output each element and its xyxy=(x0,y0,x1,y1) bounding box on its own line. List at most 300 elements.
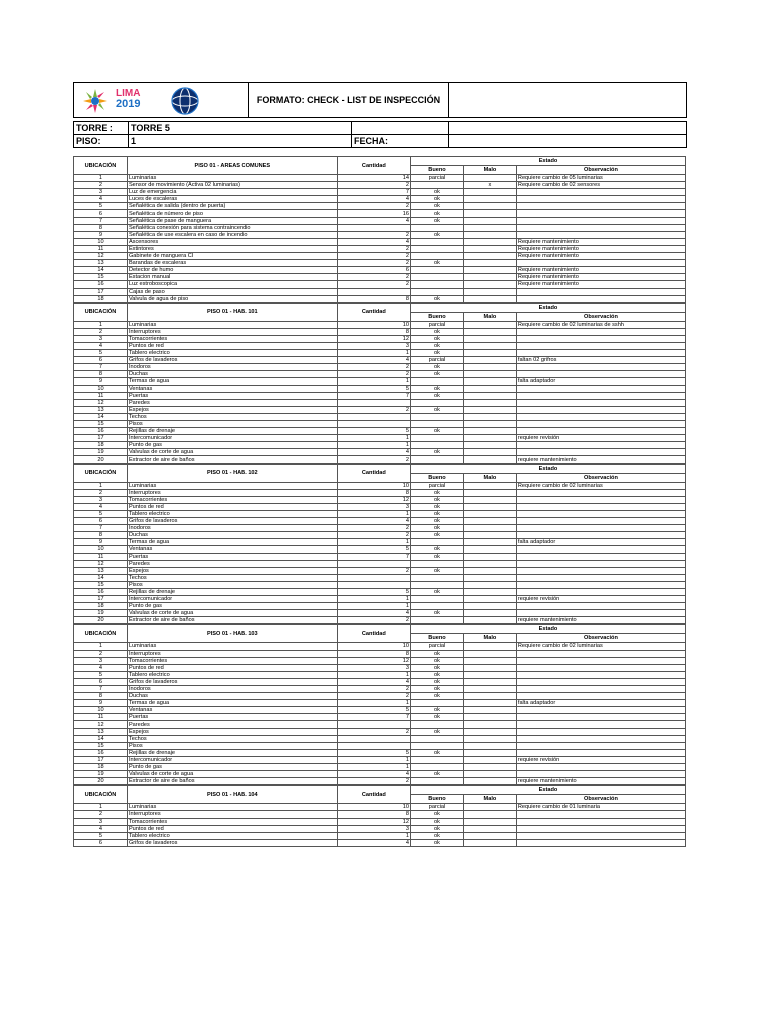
row-quantity[interactable]: 1 xyxy=(337,764,410,771)
row-bueno[interactable]: ok xyxy=(411,342,464,349)
row-bueno[interactable]: ok xyxy=(411,818,464,825)
row-quantity[interactable]: 2 xyxy=(337,525,410,532)
row-bueno[interactable]: ok xyxy=(411,350,464,357)
row-quantity[interactable]: 10 xyxy=(337,482,410,489)
row-observacion[interactable] xyxy=(516,406,685,413)
row-observacion[interactable] xyxy=(516,224,685,231)
row-quantity[interactable]: 5 xyxy=(337,546,410,553)
fecha-value[interactable] xyxy=(449,135,687,148)
row-malo[interactable] xyxy=(463,525,516,532)
row-quantity[interactable]: 1 xyxy=(337,435,410,442)
row-bueno[interactable]: ok xyxy=(411,364,464,371)
row-observacion[interactable] xyxy=(516,650,685,657)
row-quantity[interactable] xyxy=(337,742,410,749)
row-bueno[interactable]: ok xyxy=(411,428,464,435)
row-bueno[interactable]: parcial xyxy=(411,175,464,182)
row-malo[interactable] xyxy=(463,749,516,756)
row-bueno[interactable] xyxy=(411,735,464,742)
row-observacion[interactable] xyxy=(516,421,685,428)
row-observacion[interactable] xyxy=(516,664,685,671)
row-bueno[interactable] xyxy=(411,238,464,245)
row-quantity[interactable]: 1 xyxy=(337,442,410,449)
row-observacion[interactable] xyxy=(516,385,685,392)
row-observacion[interactable] xyxy=(516,825,685,832)
row-bueno[interactable]: ok xyxy=(411,210,464,217)
row-malo[interactable] xyxy=(463,342,516,349)
row-malo[interactable] xyxy=(463,700,516,707)
row-quantity[interactable]: 8 xyxy=(337,489,410,496)
row-observacion[interactable] xyxy=(516,210,685,217)
row-observacion[interactable]: falta adaptador xyxy=(516,700,685,707)
row-bueno[interactable] xyxy=(411,421,464,428)
row-bueno[interactable]: ok xyxy=(411,406,464,413)
row-quantity[interactable]: 1 xyxy=(337,832,410,839)
row-observacion[interactable]: requiere mantenimiento xyxy=(516,778,685,785)
piso-value[interactable]: 1 xyxy=(129,135,352,148)
row-malo[interactable] xyxy=(463,328,516,335)
row-malo[interactable] xyxy=(463,224,516,231)
row-observacion[interactable] xyxy=(516,371,685,378)
row-malo[interactable]: x xyxy=(463,182,516,189)
row-quantity[interactable]: 2 xyxy=(337,567,410,574)
row-quantity[interactable] xyxy=(337,721,410,728)
row-observacion[interactable] xyxy=(516,231,685,238)
row-malo[interactable] xyxy=(463,295,516,302)
row-bueno[interactable] xyxy=(411,581,464,588)
row-bueno[interactable] xyxy=(411,288,464,295)
row-quantity[interactable]: 4 xyxy=(337,196,410,203)
row-malo[interactable] xyxy=(463,238,516,245)
row-malo[interactable] xyxy=(463,321,516,328)
row-malo[interactable] xyxy=(463,406,516,413)
row-malo[interactable] xyxy=(463,664,516,671)
row-observacion[interactable] xyxy=(516,771,685,778)
row-malo[interactable] xyxy=(463,657,516,664)
row-malo[interactable] xyxy=(463,392,516,399)
row-observacion[interactable] xyxy=(516,489,685,496)
row-observacion[interactable]: requiere revisión xyxy=(516,596,685,603)
row-quantity[interactable]: 5 xyxy=(337,749,410,756)
row-bueno[interactable] xyxy=(411,224,464,231)
row-bueno[interactable] xyxy=(411,539,464,546)
row-malo[interactable] xyxy=(463,357,516,364)
row-bueno[interactable] xyxy=(411,435,464,442)
row-bueno[interactable] xyxy=(411,721,464,728)
row-bueno[interactable]: ok xyxy=(411,449,464,456)
row-malo[interactable] xyxy=(463,231,516,238)
row-malo[interactable] xyxy=(463,385,516,392)
row-quantity[interactable]: 8 xyxy=(337,811,410,818)
row-observacion[interactable] xyxy=(516,574,685,581)
row-quantity[interactable]: 2 xyxy=(337,532,410,539)
row-malo[interactable] xyxy=(463,210,516,217)
row-malo[interactable] xyxy=(463,567,516,574)
row-observacion[interactable] xyxy=(516,764,685,771)
row-quantity[interactable]: 4 xyxy=(337,357,410,364)
row-observacion[interactable] xyxy=(516,203,685,210)
row-quantity[interactable]: 2 xyxy=(337,260,410,267)
row-bueno[interactable]: ok xyxy=(411,189,464,196)
row-observacion[interactable] xyxy=(516,721,685,728)
row-bueno[interactable]: ok xyxy=(411,825,464,832)
row-bueno[interactable] xyxy=(411,756,464,763)
row-bueno[interactable]: ok xyxy=(411,678,464,685)
row-quantity[interactable]: 1 xyxy=(337,756,410,763)
row-observacion[interactable]: Requiere cambio de 02 luminarias xyxy=(516,643,685,650)
row-observacion[interactable] xyxy=(516,196,685,203)
row-malo[interactable] xyxy=(463,581,516,588)
row-malo[interactable] xyxy=(463,335,516,342)
row-malo[interactable] xyxy=(463,449,516,456)
row-observacion[interactable] xyxy=(516,525,685,532)
row-quantity[interactable]: 3 xyxy=(337,664,410,671)
row-bueno[interactable] xyxy=(411,182,464,189)
row-malo[interactable] xyxy=(463,539,516,546)
row-malo[interactable] xyxy=(463,189,516,196)
row-malo[interactable] xyxy=(463,588,516,595)
row-malo[interactable] xyxy=(463,371,516,378)
row-bueno[interactable]: ok xyxy=(411,686,464,693)
row-quantity[interactable]: 8 xyxy=(337,295,410,302)
row-quantity[interactable]: 2 xyxy=(337,693,410,700)
row-bueno[interactable]: ok xyxy=(411,371,464,378)
row-quantity[interactable] xyxy=(337,574,410,581)
row-malo[interactable] xyxy=(463,714,516,721)
row-quantity[interactable] xyxy=(337,560,410,567)
row-observacion[interactable]: faltan 02 grifros xyxy=(516,357,685,364)
row-quantity[interactable]: 5 xyxy=(337,707,410,714)
row-bueno[interactable]: ok xyxy=(411,650,464,657)
row-bueno[interactable] xyxy=(411,574,464,581)
row-quantity[interactable]: 1 xyxy=(337,596,410,603)
row-observacion[interactable]: requiere revisión xyxy=(516,756,685,763)
row-observacion[interactable] xyxy=(516,442,685,449)
row-observacion[interactable] xyxy=(516,728,685,735)
row-observacion[interactable] xyxy=(516,742,685,749)
row-malo[interactable] xyxy=(463,603,516,610)
row-malo[interactable] xyxy=(463,428,516,435)
row-bueno[interactable]: ok xyxy=(411,839,464,846)
row-observacion[interactable] xyxy=(516,693,685,700)
row-malo[interactable] xyxy=(463,245,516,252)
row-bueno[interactable]: ok xyxy=(411,217,464,224)
row-malo[interactable] xyxy=(463,804,516,811)
row-quantity[interactable]: 7 xyxy=(337,714,410,721)
row-malo[interactable] xyxy=(463,421,516,428)
row-malo[interactable] xyxy=(463,832,516,839)
row-observacion[interactable]: Requiere mantenimiento xyxy=(516,238,685,245)
row-observacion[interactable] xyxy=(516,610,685,617)
row-observacion[interactable] xyxy=(516,532,685,539)
row-observacion[interactable] xyxy=(516,714,685,721)
row-bueno[interactable]: ok xyxy=(411,811,464,818)
row-quantity[interactable]: 7 xyxy=(337,553,410,560)
row-observacion[interactable] xyxy=(516,671,685,678)
row-observacion[interactable] xyxy=(516,399,685,406)
row-observacion[interactable]: Requiere cambio de 02 sensores xyxy=(516,182,685,189)
row-observacion[interactable]: requiere mantenimiento xyxy=(516,456,685,463)
row-quantity[interactable]: 2 xyxy=(337,686,410,693)
row-bueno[interactable]: parcial xyxy=(411,643,464,650)
row-bueno[interactable]: ok xyxy=(411,518,464,525)
row-quantity[interactable]: 2 xyxy=(337,253,410,260)
row-bueno[interactable]: ok xyxy=(411,335,464,342)
row-quantity[interactable]: 4 xyxy=(337,449,410,456)
row-bueno[interactable]: parcial xyxy=(411,357,464,364)
row-bueno[interactable] xyxy=(411,399,464,406)
row-malo[interactable] xyxy=(463,721,516,728)
row-bueno[interactable]: ok xyxy=(411,525,464,532)
row-malo[interactable] xyxy=(463,778,516,785)
row-bueno[interactable]: ok xyxy=(411,231,464,238)
row-quantity[interactable]: 7 xyxy=(337,189,410,196)
row-observacion[interactable] xyxy=(516,364,685,371)
row-observacion[interactable] xyxy=(516,518,685,525)
row-malo[interactable] xyxy=(463,671,516,678)
row-quantity[interactable]: 6 xyxy=(337,267,410,274)
row-quantity[interactable]: 12 xyxy=(337,818,410,825)
row-observacion[interactable] xyxy=(516,811,685,818)
row-malo[interactable] xyxy=(463,707,516,714)
row-quantity[interactable]: 3 xyxy=(337,825,410,832)
row-bueno[interactable] xyxy=(411,603,464,610)
row-bueno[interactable] xyxy=(411,617,464,624)
row-malo[interactable] xyxy=(463,203,516,210)
row-observacion[interactable] xyxy=(516,413,685,420)
row-malo[interactable] xyxy=(463,728,516,735)
row-malo[interactable] xyxy=(463,735,516,742)
row-malo[interactable] xyxy=(463,610,516,617)
row-malo[interactable] xyxy=(463,596,516,603)
row-quantity[interactable] xyxy=(337,224,410,231)
row-quantity[interactable]: 4 xyxy=(337,771,410,778)
row-quantity[interactable]: 2 xyxy=(337,281,410,288)
row-quantity[interactable]: 10 xyxy=(337,804,410,811)
row-quantity[interactable]: 2 xyxy=(337,182,410,189)
row-bueno[interactable]: ok xyxy=(411,553,464,560)
row-quantity[interactable]: 5 xyxy=(337,588,410,595)
row-bueno[interactable]: ok xyxy=(411,771,464,778)
row-observacion[interactable] xyxy=(516,749,685,756)
row-observacion[interactable] xyxy=(516,546,685,553)
row-malo[interactable] xyxy=(463,496,516,503)
row-observacion[interactable]: falta adaptador xyxy=(516,539,685,546)
row-bueno[interactable]: ok xyxy=(411,532,464,539)
row-observacion[interactable] xyxy=(516,832,685,839)
row-bueno[interactable]: ok xyxy=(411,588,464,595)
row-observacion[interactable]: falta adaptador xyxy=(516,378,685,385)
row-malo[interactable] xyxy=(463,650,516,657)
row-quantity[interactable]: 10 xyxy=(337,643,410,650)
row-bueno[interactable] xyxy=(411,274,464,281)
row-quantity[interactable]: 4 xyxy=(337,217,410,224)
row-quantity[interactable]: 2 xyxy=(337,245,410,252)
row-malo[interactable] xyxy=(463,574,516,581)
row-quantity[interactable]: 1 xyxy=(337,700,410,707)
row-observacion[interactable] xyxy=(516,581,685,588)
row-bueno[interactable]: ok xyxy=(411,295,464,302)
row-observacion[interactable] xyxy=(516,328,685,335)
row-malo[interactable] xyxy=(463,503,516,510)
row-observacion[interactable] xyxy=(516,217,685,224)
row-quantity[interactable] xyxy=(337,399,410,406)
row-bueno[interactable] xyxy=(411,267,464,274)
row-malo[interactable] xyxy=(463,764,516,771)
row-bueno[interactable] xyxy=(411,378,464,385)
row-malo[interactable] xyxy=(463,489,516,496)
row-observacion[interactable] xyxy=(516,567,685,574)
row-quantity[interactable]: 3 xyxy=(337,503,410,510)
row-bueno[interactable]: ok xyxy=(411,832,464,839)
row-malo[interactable] xyxy=(463,771,516,778)
row-bueno[interactable]: ok xyxy=(411,328,464,335)
row-bueno[interactable]: ok xyxy=(411,664,464,671)
row-observacion[interactable] xyxy=(516,553,685,560)
row-malo[interactable] xyxy=(463,217,516,224)
row-quantity[interactable]: 1 xyxy=(337,378,410,385)
row-malo[interactable] xyxy=(463,442,516,449)
row-malo[interactable] xyxy=(463,196,516,203)
row-bueno[interactable] xyxy=(411,778,464,785)
row-observacion[interactable] xyxy=(516,342,685,349)
row-observacion[interactable]: requiere revisión xyxy=(516,435,685,442)
row-bueno[interactable]: ok xyxy=(411,203,464,210)
row-malo[interactable] xyxy=(463,617,516,624)
row-observacion[interactable]: Requiere mantenimiento xyxy=(516,274,685,281)
row-bueno[interactable] xyxy=(411,764,464,771)
row-malo[interactable] xyxy=(463,839,516,846)
row-quantity[interactable]: 16 xyxy=(337,210,410,217)
row-observacion[interactable]: Requiere cambio de 05 luminarias xyxy=(516,175,685,182)
row-observacion[interactable] xyxy=(516,603,685,610)
row-quantity[interactable]: 1 xyxy=(337,350,410,357)
row-bueno[interactable]: parcial xyxy=(411,804,464,811)
row-malo[interactable] xyxy=(463,643,516,650)
row-quantity[interactable] xyxy=(337,413,410,420)
row-malo[interactable] xyxy=(463,693,516,700)
row-observacion[interactable] xyxy=(516,510,685,517)
row-bueno[interactable] xyxy=(411,253,464,260)
row-quantity[interactable]: 4 xyxy=(337,518,410,525)
row-bueno[interactable] xyxy=(411,700,464,707)
row-observacion[interactable]: Requiere mantenimiento xyxy=(516,245,685,252)
row-quantity[interactable]: 4 xyxy=(337,238,410,245)
row-malo[interactable] xyxy=(463,532,516,539)
row-quantity[interactable]: 2 xyxy=(337,728,410,735)
row-quantity[interactable]: 2 xyxy=(337,456,410,463)
row-observacion[interactable] xyxy=(516,735,685,742)
row-quantity[interactable] xyxy=(337,581,410,588)
row-bueno[interactable]: ok xyxy=(411,385,464,392)
row-observacion[interactable]: Requiere cambio de 01 luminaria xyxy=(516,804,685,811)
row-quantity[interactable]: 1 xyxy=(337,539,410,546)
row-bueno[interactable] xyxy=(411,413,464,420)
row-quantity[interactable]: 2 xyxy=(337,364,410,371)
row-malo[interactable] xyxy=(463,350,516,357)
row-malo[interactable] xyxy=(463,818,516,825)
row-quantity[interactable]: 2 xyxy=(337,406,410,413)
row-observacion[interactable]: Requiere mantenimiento xyxy=(516,267,685,274)
row-quantity[interactable]: 2 xyxy=(337,371,410,378)
row-observacion[interactable] xyxy=(516,189,685,196)
row-quantity[interactable]: 1 xyxy=(337,671,410,678)
row-bueno[interactable]: ok xyxy=(411,496,464,503)
row-bueno[interactable]: ok xyxy=(411,503,464,510)
row-bueno[interactable]: ok xyxy=(411,714,464,721)
torre-value[interactable]: TORRE 5 xyxy=(129,122,352,135)
row-bueno[interactable]: ok xyxy=(411,610,464,617)
row-bueno[interactable]: ok xyxy=(411,693,464,700)
row-observacion[interactable]: Requiere cambio de 02 luminarias de sshh xyxy=(516,321,685,328)
row-quantity[interactable]: 2 xyxy=(337,617,410,624)
row-malo[interactable] xyxy=(463,811,516,818)
row-malo[interactable] xyxy=(463,274,516,281)
row-malo[interactable] xyxy=(463,678,516,685)
row-malo[interactable] xyxy=(463,546,516,553)
row-quantity[interactable]: 14 xyxy=(337,175,410,182)
row-malo[interactable] xyxy=(463,399,516,406)
row-observacion[interactable] xyxy=(516,392,685,399)
row-bueno[interactable] xyxy=(411,596,464,603)
row-quantity[interactable]: 2 xyxy=(337,231,410,238)
row-bueno[interactable] xyxy=(411,245,464,252)
row-quantity[interactable]: 8 xyxy=(337,328,410,335)
row-bueno[interactable] xyxy=(411,442,464,449)
row-observacion[interactable] xyxy=(516,350,685,357)
row-quantity[interactable]: 1 xyxy=(337,510,410,517)
row-malo[interactable] xyxy=(463,510,516,517)
row-bueno[interactable] xyxy=(411,742,464,749)
row-quantity[interactable]: 2 xyxy=(337,274,410,281)
row-observacion[interactable] xyxy=(516,560,685,567)
row-bueno[interactable]: ok xyxy=(411,567,464,574)
row-quantity[interactable]: 4 xyxy=(337,678,410,685)
row-quantity[interactable]: 8 xyxy=(337,650,410,657)
row-observacion[interactable] xyxy=(516,335,685,342)
row-observacion[interactable] xyxy=(516,295,685,302)
row-observacion[interactable] xyxy=(516,657,685,664)
row-quantity[interactable] xyxy=(337,735,410,742)
row-bueno[interactable]: ok xyxy=(411,489,464,496)
row-observacion[interactable] xyxy=(516,686,685,693)
row-quantity[interactable]: 5 xyxy=(337,428,410,435)
row-bueno[interactable]: ok xyxy=(411,749,464,756)
row-bueno[interactable]: ok xyxy=(411,392,464,399)
row-malo[interactable] xyxy=(463,413,516,420)
row-observacion[interactable]: Requiere cambio de 02 luminarias xyxy=(516,482,685,489)
row-observacion[interactable] xyxy=(516,449,685,456)
row-quantity[interactable]: 12 xyxy=(337,496,410,503)
row-malo[interactable] xyxy=(463,553,516,560)
row-observacion[interactable] xyxy=(516,428,685,435)
row-quantity[interactable]: 5 xyxy=(337,385,410,392)
row-observacion[interactable]: Requiere mantenimiento xyxy=(516,253,685,260)
row-bueno[interactable]: ok xyxy=(411,671,464,678)
row-malo[interactable] xyxy=(463,364,516,371)
row-quantity[interactable] xyxy=(337,288,410,295)
row-malo[interactable] xyxy=(463,378,516,385)
row-malo[interactable] xyxy=(463,518,516,525)
row-observacion[interactable] xyxy=(516,260,685,267)
row-malo[interactable] xyxy=(463,560,516,567)
row-quantity[interactable]: 12 xyxy=(337,335,410,342)
row-quantity[interactable]: 12 xyxy=(337,657,410,664)
row-bueno[interactable]: parcial xyxy=(411,482,464,489)
row-observacion[interactable] xyxy=(516,707,685,714)
row-malo[interactable] xyxy=(463,260,516,267)
row-bueno[interactable] xyxy=(411,560,464,567)
row-observacion[interactable]: requiere mantenimiento xyxy=(516,617,685,624)
